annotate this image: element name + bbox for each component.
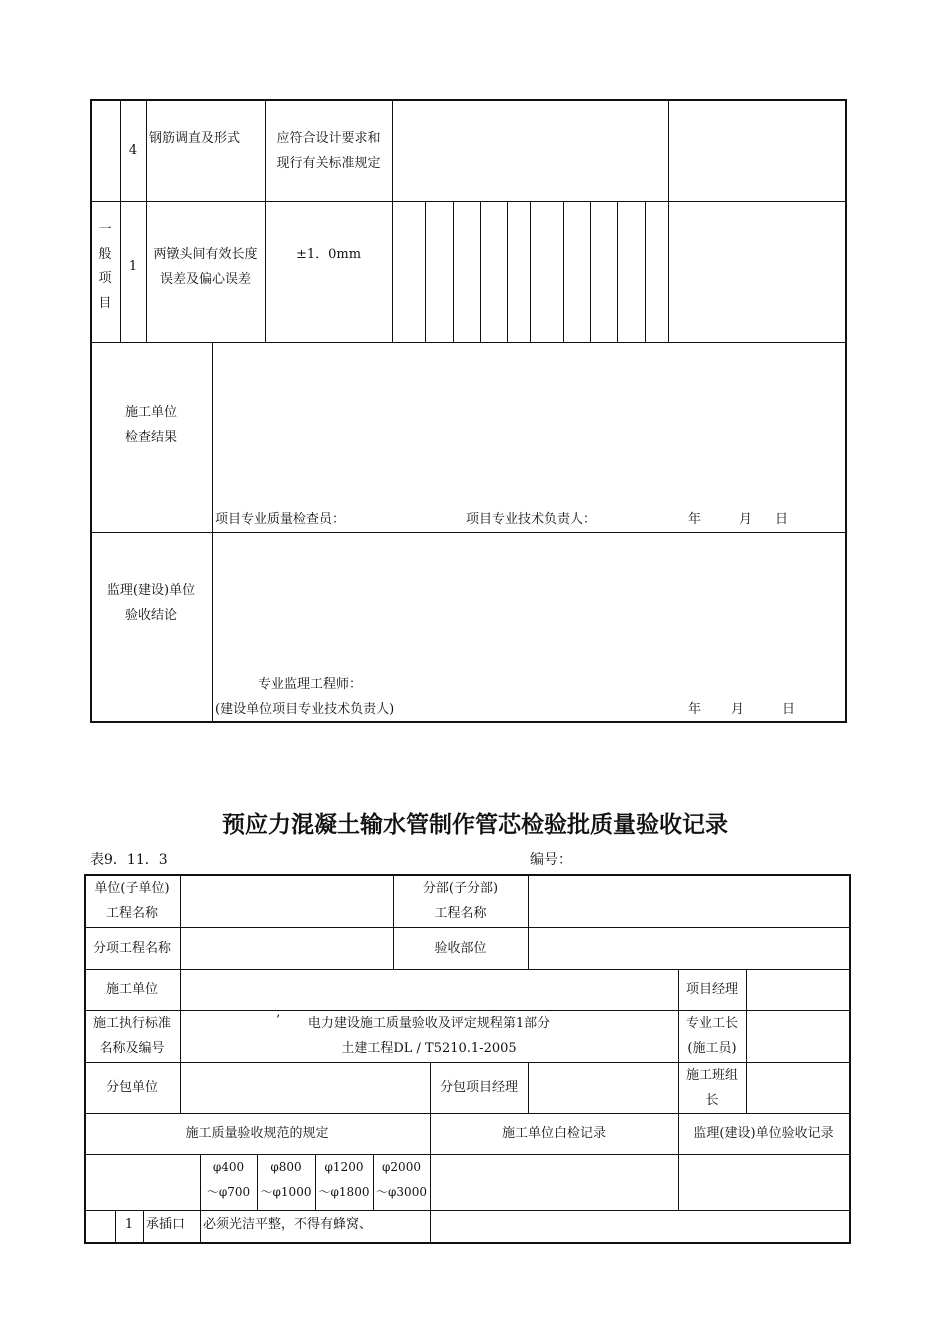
row4-index: 4 [128, 143, 138, 158]
quality-inspector-label: 项目专业质量检查员： [215, 512, 346, 527]
row1-standard: 必须光洁平整，不得有蜂窝、 [203, 1217, 373, 1232]
supervising-engineer-label: 专业监理工程师： [258, 677, 363, 692]
supervision-label-line1: 监理(建设)单位 [106, 583, 196, 598]
dia-range-4-b: ～φ3000 [376, 1185, 427, 1199]
spec-header: 施工质量验收规范的规定 [185, 1126, 329, 1141]
general-label-1: 一 [98, 222, 112, 237]
self-check-header: 施工单位白检记录 [501, 1126, 606, 1141]
general-label-4: 目 [98, 296, 112, 311]
unit-label-line2: 工程名称 [105, 906, 158, 921]
unit-label-line1: 单位(子单位) [94, 881, 170, 896]
division-label-line2: 工程名称 [434, 906, 487, 921]
general-label-3: 项 [98, 271, 112, 286]
general-item1-index: 1 [128, 259, 138, 274]
construction-label-line2: 检查结果 [124, 430, 177, 445]
dia-range-3-a: φ1200 [324, 1160, 364, 1174]
general-item1-name-line1: 两镦头间有效长度 [153, 247, 258, 262]
date1-day: 日 [775, 512, 789, 527]
date2-year: 年 [688, 702, 702, 717]
owner-tech-lead-label: (建设单位项目专业技术负责人) [215, 702, 395, 717]
row4-item: 钢筋调直及形式 [149, 131, 241, 146]
dia-range-2-b: ～φ1000 [260, 1185, 312, 1199]
table-number: 表9．11．3 [90, 852, 168, 868]
date2-day: 日 [782, 702, 796, 717]
project-manager-label: 项目经理 [685, 982, 738, 997]
foreman-label-line2: (施工员) [687, 1041, 737, 1056]
serial-number-label: 编号： [530, 852, 572, 868]
tech-lead-label: 项目专业技术负责人： [466, 512, 597, 527]
row1-item: 承插口 [146, 1217, 186, 1232]
dia-range-1-a: φ400 [212, 1160, 245, 1174]
general-label-2: 般 [98, 247, 112, 262]
division-label-line1: 分部(子分部) [422, 881, 499, 896]
supervision-label-line2: 验收结论 [124, 608, 177, 623]
standard-mark: ’ [276, 1013, 281, 1028]
dia-range-3-b: ～φ1800 [318, 1185, 370, 1199]
standard-value-line2: 土建工程DL / T5210.1-2005 [341, 1041, 517, 1056]
dia-range-4-a: φ2000 [382, 1160, 421, 1174]
dia-range-1-b: ～φ700 [206, 1185, 251, 1199]
foreman-label-line1: 专业工长 [685, 1016, 738, 1031]
standard-value-line1: 电力建设施工质量验收及评定规程第1部分 [307, 1016, 551, 1031]
supervision-record-header: 监理(建设)单位验收记录 [693, 1126, 834, 1141]
row1-index: 1 [124, 1217, 134, 1232]
general-item1-tolerance: ±1．0mm [295, 247, 362, 262]
date2-month: 月 [731, 702, 745, 717]
form-title: 预应力混凝土输水管制作管芯检验批质量验收记录 [222, 812, 728, 838]
subcontractor-label: 分包单位 [105, 1080, 158, 1095]
subitem-project-label: 分项工程名称 [92, 941, 171, 956]
acceptance-part-label: 验收部位 [434, 941, 487, 956]
dia-range-2-a: φ800 [270, 1160, 302, 1174]
standard-label-line1: 施工执行标准 [92, 1016, 171, 1031]
construction-unit-label: 施工单位 [105, 982, 158, 997]
general-item1-name-line2: 误差及偏心误差 [159, 272, 251, 287]
team-leader-label-line1: 施工班组 [685, 1068, 738, 1083]
standard-label-line2: 名称及编号 [99, 1041, 165, 1056]
sub-project-manager-label: 分包项目经理 [439, 1080, 518, 1095]
date1-month: 月 [739, 512, 753, 527]
row4-standard-line1: 应符合设计要求和 [276, 131, 381, 146]
construction-label-line1: 施工单位 [124, 405, 177, 420]
team-leader-label-line2: 长 [705, 1093, 719, 1108]
row4-standard-line2: 现行有关标准规定 [276, 156, 381, 171]
date1-year: 年 [688, 512, 702, 527]
